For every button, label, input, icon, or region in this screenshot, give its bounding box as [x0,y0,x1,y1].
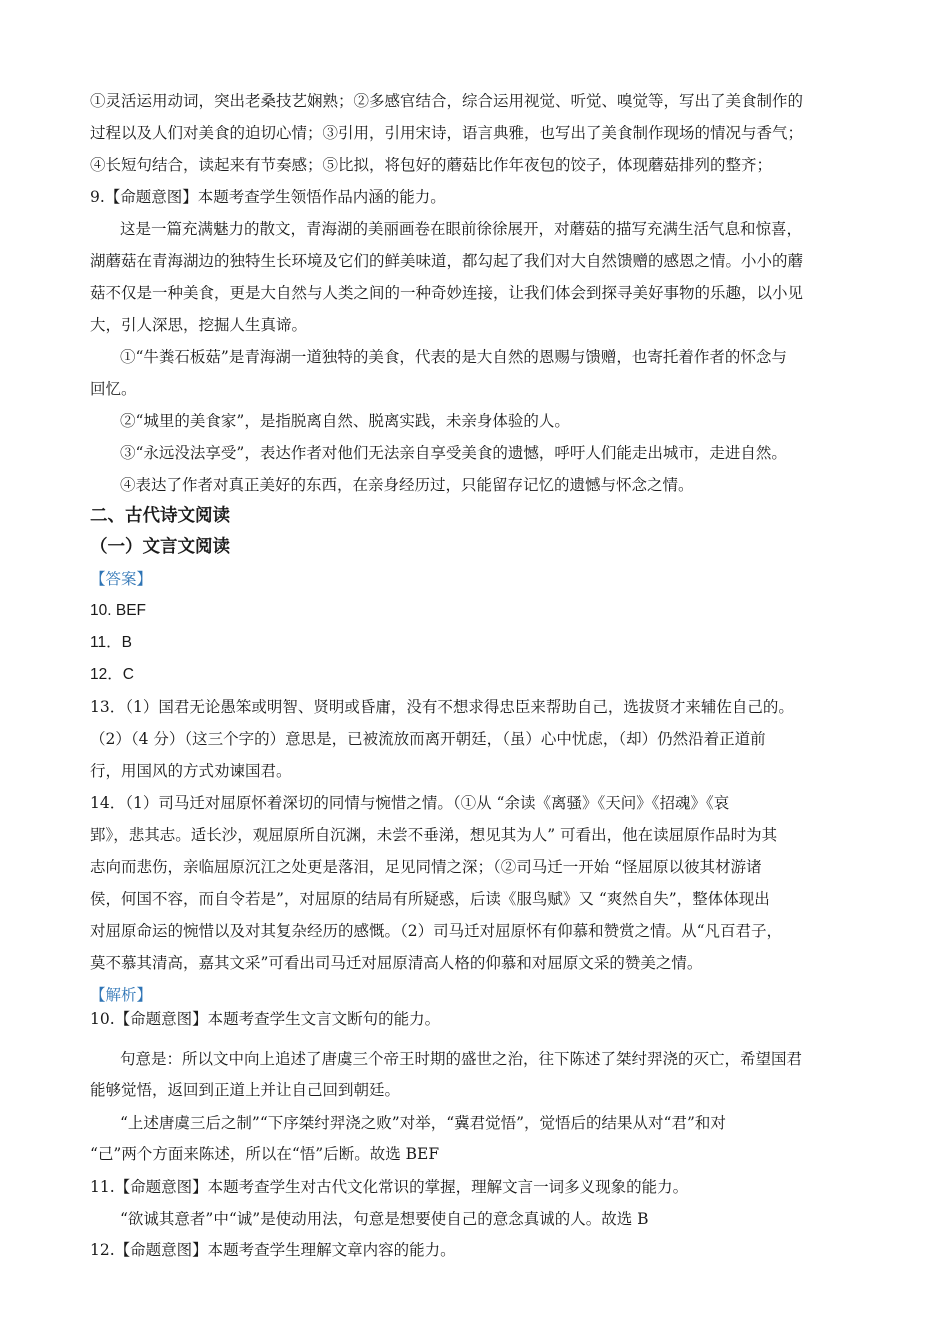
text-line: ①“牛粪石板菇”是青海湖一道独特的美食，代表的是大自然的恩赐与馈赠，也寄托着作者的怀念与 [120,348,787,366]
text-line: 过程以及人们对美食的迫切心情；③引用，引用宋诗，语言典雅，也写出了美食制作现场的情况与香气； [90,124,804,142]
section-heading: 二、古代诗文阅读 [90,506,230,526]
text-line: 句意是：所以文中向上追述了唐虞三个帝王时期的盛世之治，往下陈述了桀纣羿浇的灭亡，希望国君 [120,1050,803,1068]
text-line: “上述唐虞三后之制”“下序桀纣羿浇之败”对举，“冀君觉悟”，觉悟后的结果从对“君”和对 [120,1114,726,1132]
answer-11: 11．B [90,634,132,651]
q11-intent-line: 11.【命题意图】本题考查学生对古代文化常识的掌握，理解文言一词多义现象的能力。 [90,1178,689,1196]
text-line: 湖蘑菇在青海湖边的独特生长环境及它们的鲜美味道，都勾起了我们对大自然馈赠的感恩之情。小小的蘑 [90,252,804,270]
answer-12: 12．C [90,666,134,683]
text-line: ③“永远没法享受”，表达作者对他们无法亲自享受美食的遗憾，呼吁人们能走出城市，走进自然。 [120,444,787,462]
answer-14-line: 14．（1）司马迁对屈原怀着深切的同情与惋惜之情。（①从 “余读《离骚》《天问》《招魂》《哀 [90,794,730,812]
text-line: 大，引人深思，挖掘人生真谛。 [90,316,308,334]
text-line: ①灵活运用动词，突出老桑技艺娴熟；②多感官结合，综合运用视觉、听觉、嗅觉等，写出了美食制作的 [90,92,804,110]
text-line: “欲诚其意者”中“诚”是使动用法，句意是想要使自己的意念真诚的人。故选 B [120,1210,649,1228]
text-line: 志向而悲伤，亲临屈原沉江之处更是落泪，足见同情之深；（②司马迁一开始 “怪屈原以彼其材游诸 [90,858,762,876]
q12-intent-line: 12.【命题意图】本题考查学生理解文章内容的能力。 [90,1241,456,1259]
analysis-label: 【解析】 [90,986,153,1004]
answer-13-line: 13．（1）国君无论愚笨或明智、贤明或昏庸，没有不想求得忠臣来帮助自己，选拔贤才来辅佐自己的。 [90,698,794,716]
text-line: 这是一篇充满魅力的散文，青海湖的美丽画卷在眼前徐徐展开，对蘑菇的描写充满生活气息和惊喜， [120,220,803,238]
text-line: 郢》，悲其志。适长沙，观屈原所自沉渊，未尝不垂涕，想见其为人” 可看出，他在读屈原作品时为其 [90,826,778,844]
text-line: ②“城里的美食家”，是指脱离自然、脱离实践，未亲身体验的人。 [120,412,570,430]
answer-label: 【答案】 [90,570,153,588]
q10-intent-line: 10.【命题意图】本题考查学生文言文断句的能力。 [90,1010,441,1028]
text-line: 行，用国风的方式劝谏国君。 [90,762,292,780]
subsection-heading: （一）文言文阅读 [90,537,230,557]
text-line: ④长短句结合，读起来有节奏感；⑤比拟，将包好的蘑菇比作年夜包的饺子，体现蘑菇排列的整齐； [90,156,773,174]
text-line: 侯，何国不容，而自令若是”，对屈原的结局有所疑惑，后读《服鸟赋》又 “爽然自失”，整体体现出 [90,890,770,908]
text-line: 莫不慕其清高，嘉其文采”可看出司马迁对屈原清高人格的仰慕和对屈原文采的赞美之情。 [90,954,703,972]
text-line: “己”两个方面来陈述，所以在“悟”后断。故选 BEF [90,1145,440,1163]
text-line: 对屈原命运的惋惜以及对其复杂经历的感慨。（2）司马迁对屈原怀有仰慕和赞赏之情。从“凡百君子， [90,922,783,940]
text-line: 能够觉悟，返回到正道上并让自己回到朝廷。 [90,1081,401,1099]
q9-intent-line: 9.【命题意图】本题考查学生领悟作品内涵的能力。 [90,188,446,206]
text-line: 回忆。 [90,380,137,398]
text-line: 菇不仅是一种美食，更是大自然与人类之间的一种奇妙连接，让我们体会到探寻美好事物的乐趣，以小见 [90,284,804,302]
text-line: （2）（4 分）（这三个字的）意思是，已被流放而离开朝廷，（虽）心中忧虑，（却）仍然沿着正道前 [90,730,766,748]
text-line: ④表达了作者对真正美好的东西，在亲身经历过，只能留存记忆的遗憾与怀念之情。 [120,476,694,494]
answer-10: 10. BEF [90,602,146,619]
